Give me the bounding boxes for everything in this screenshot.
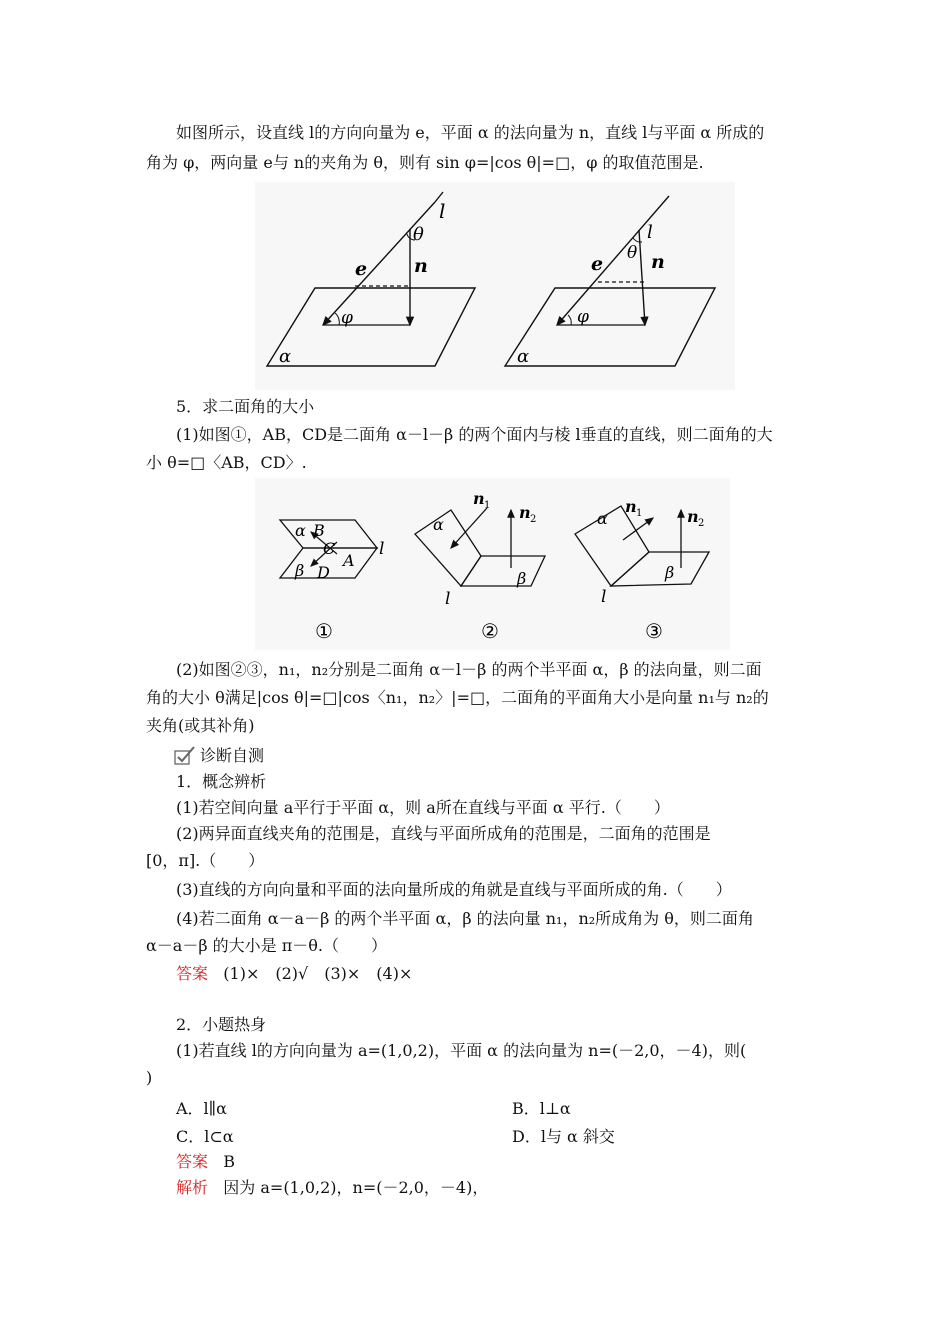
option-b: B．l⊥α [512,1099,571,1118]
text-line: [0，π].（ ） [146,851,265,870]
svg-text:α: α [433,515,444,534]
svg-text:α: α [517,346,530,367]
svg-text:β: β [665,563,675,582]
svg-text:α: α [597,509,608,528]
text-line: (2)如图②③，n₁，n₂分别是二面角 α－l－β 的两个半平面 α，β 的法向量，则二面 [176,660,762,679]
option-d: D．l与 α 斜交 [512,1127,615,1146]
svg-text:n: n [651,251,665,273]
svg-text:n: n [687,507,699,526]
caption-2: ② [481,619,499,643]
svg-text:1: 1 [636,508,643,519]
text-line: (2)两异面直线夹角的范围是，直线与平面所成角的范围是，二面角的范围是 [176,824,711,843]
diagnosis-heading [174,746,264,766]
label-alpha: α [279,346,292,367]
svg-text:α: α [295,521,306,540]
svg-text:β: β [517,569,527,588]
checkbox-icon [174,746,196,766]
svg-text:e: e [591,253,604,275]
answer-line [176,964,412,984]
svg-text:β: β [295,561,305,580]
svg-text:B: B [313,521,325,540]
line-plane-angle-figure [255,182,735,390]
section-heading: 5．求二面角的大小 [176,397,315,416]
text-line: 角为 φ，两向量 e与 n的夹角为 θ，则有 sin φ=|cos θ|=□，φ 的取值范围是. [146,153,704,172]
svg-text:l: l [601,587,607,607]
text-line: (1)若空间向量 a平行于平面 α，则 a所在直线与平面 α 平行.（ ） [176,798,670,817]
question-heading: 2．小题热身 [176,1015,267,1034]
svg-text:l: l [445,589,451,609]
label-e: e [355,258,368,280]
answer-value: (1)× (2)√ (3)× (4)× [223,964,413,983]
text-line: 夹角(或其补角) [146,716,255,735]
svg-text:C: C [323,539,336,558]
answer-label: 答案 [176,1152,209,1171]
svg-text:φ: φ [577,307,589,327]
answer-line [176,1152,235,1172]
text-line: α－a－β 的大小是 π－θ.（ ） [146,936,388,955]
dihedral-angle-figures [255,478,730,650]
text-line: (4)若二面角 α－a－β 的两个半平面 α，β 的法向量 n₁，n₂所成角为 θ，则二面角 [176,909,754,928]
caption-1: ① [315,619,333,643]
svg-text:l: l [379,539,385,559]
text-line: (3)直线的方向向量和平面的法向量所成的角就是直线与平面所成的角.（ ） [176,880,732,899]
text-line: 如图所示，设直线 l的方向向量为 e，平面 α 的法向量为 n，直线 l与平面 α 所成的 [176,123,765,142]
text-line: (1)如图①，AB，CD是二面角 α－l－β 的两个面内与棱 l垂直的直线，则二面角的大 [176,425,773,444]
svg-text:θ: θ [627,243,638,263]
question-heading: 1．概念辨析 [176,772,267,791]
svg-text:1: 1 [484,500,491,511]
text-line: 小 θ=□〈AB，CD〉. [146,453,307,472]
text-line: (1)若直线 l的方向向量为 a=(1,0,2)，平面 α 的法向量为 n=(－2,0，－4)，则( [176,1041,747,1060]
svg-text:A: A [343,551,355,570]
diagnosis-title: 诊断自测 [200,746,265,765]
caption-3: ③ [645,619,663,643]
explanation-label: 解析 [176,1178,209,1197]
explanation-line [176,1178,488,1198]
answer-value: B [223,1152,236,1171]
svg-text:2: 2 [530,514,537,525]
svg-text:2: 2 [698,518,705,529]
label-l: l [439,199,446,223]
text-line: ) [146,1068,153,1087]
explanation-text: 因为 a=(1,0,2)，n=(－2,0，－4)， [223,1178,489,1197]
text-line: 角的大小 θ满足|cos θ|=□|cos〈n₁，n₂〉|=□，二面角的平面角大小是向量 n₁与 n₂的 [146,688,769,707]
option-a: A．l∥α [176,1099,227,1118]
label-n: n [414,255,428,277]
svg-text:n: n [625,497,637,516]
svg-text:D: D [317,563,330,582]
svg-text:n: n [519,503,531,522]
label-phi: φ [341,308,353,328]
label-theta: θ [413,224,424,245]
answer-label: 答案 [176,964,209,983]
svg-text:l: l [647,222,653,243]
option-c: C．l⊂α [176,1127,234,1146]
svg-text:n: n [473,489,485,508]
